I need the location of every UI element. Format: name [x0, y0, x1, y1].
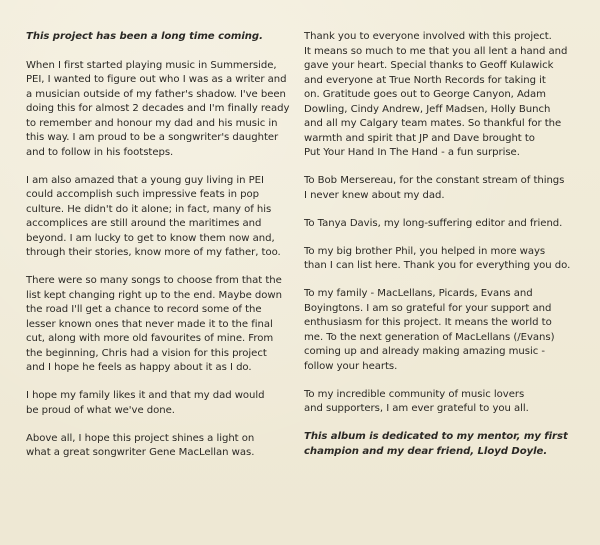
text-line: could accomplish such impressive feats in pop	[26, 189, 259, 200]
text-line: warmth and spirit that JP and Dave brought to	[304, 132, 535, 144]
text-line: coming up and already making amazing music -	[304, 346, 545, 357]
left-heading	[26, 30, 288, 45]
text-line: a musician outside of my father's shadow. I've been	[26, 88, 286, 100]
text-line: To my big brother Phil, you helped in more ways	[304, 245, 546, 257]
text-line: culture. He didn't do it alone; in fact, many of his	[26, 203, 272, 215]
text-line: and all my Calgary team mates. So thankful for the	[304, 118, 562, 129]
text-line: I hope my family likes it and that my dad would	[26, 390, 265, 401]
text-line: follow your hearts.	[304, 360, 398, 372]
text-line: To Tanya Davis, my long-suffering editor and friend.	[304, 217, 563, 229]
left-column	[26, 30, 288, 474]
text-line: through their stories, know more of my father, too.	[26, 247, 281, 258]
text-line: and everyone at True North Records for taking it	[304, 74, 546, 86]
right-paragraph-4	[304, 245, 576, 274]
text-line: doing this for almost 2 decades and I'm finally ready	[26, 103, 290, 114]
text-line: gave your heart. Special thanks to Geoff Kulawick	[304, 60, 554, 71]
left-paragraph-1	[26, 59, 288, 161]
text-line: To Bob Mersereau, for the constant stream of things	[304, 175, 565, 186]
right-column	[304, 30, 576, 473]
text-line: be proud of what we've done.	[26, 404, 175, 416]
text-line: It means so much to me that you all lent a hand and	[304, 45, 568, 57]
text-line: beyond. I am lucky to get to know them now and,	[26, 232, 275, 244]
text-line: list kept changing right up to the end. Maybe down	[26, 289, 282, 301]
heading-line: This project has been a long time coming.	[26, 31, 263, 42]
right-paragraph-2	[304, 174, 576, 203]
right-paragraph-6	[304, 388, 576, 417]
text-line: the beginning, Chris had a vision for this project	[26, 347, 267, 359]
left-paragraph-5	[26, 432, 288, 461]
text-line: lesser known ones that never made it to the final	[26, 318, 273, 330]
text-line: enthusiasm for this project. It means the world to	[304, 317, 552, 328]
text-line: on. Gratitude goes out to George Canyon, Adam	[304, 89, 546, 100]
text-line: To my incredible community of music lovers	[304, 388, 525, 400]
dedication-line: champion and my dear friend, Lloyd Doyle.	[304, 445, 548, 457]
text-line: I am also amazed that a young guy living in PEI	[26, 174, 264, 186]
right-paragraph-5	[304, 287, 576, 374]
text-line: I never knew about my dad.	[304, 189, 445, 201]
right-paragraph-3	[304, 217, 576, 232]
text-line: and supporters, I am ever grateful to you all.	[304, 403, 529, 414]
left-paragraph-3	[26, 274, 288, 376]
text-line: To my family - MacLellans, Picards, Evans and	[304, 288, 533, 299]
text-line: me. To the next generation of MacLellans (/Evans)	[304, 331, 555, 343]
text-line: accomplices are still around the maritimes and	[26, 218, 262, 229]
text-line: and I hope he feels as happy about it as I do.	[26, 362, 252, 373]
text-line: PEI, I wanted to figure out who I was as a writer and	[26, 74, 287, 85]
text-line: When I first started playing music in Summerside,	[26, 59, 277, 71]
text-line: the road I'll get a chance to record some of the	[26, 304, 262, 315]
text-line: Dowling, Cindy Andrew, Jeff Madsen, Holly Bunch	[304, 103, 551, 115]
text-line: Above all, I hope this project shines a light on	[26, 432, 255, 444]
text-line: to remember and honour my dad and his music in	[26, 117, 278, 129]
text-line: cut, along with more old favourites of mine. From	[26, 333, 274, 344]
text-line: than I can list here. Thank you for everything you do.	[304, 260, 571, 271]
text-line: what a great songwriter Gene MacLellan was.	[26, 447, 255, 458]
text-line: Put Your Hand In The Hand - a fun surprise.	[304, 147, 520, 158]
dedication	[304, 430, 576, 459]
right-paragraph-1	[304, 30, 576, 161]
dedication-line: This album is dedicated to my mentor, my first	[304, 431, 568, 442]
left-paragraph-4	[26, 389, 288, 418]
left-paragraph-2	[26, 174, 288, 261]
text-line: Thank you to everyone involved with this project.	[304, 31, 552, 42]
text-line: Boyingtons. I am so grateful for your support and	[304, 302, 552, 314]
text-line: this way. I am proud to be a songwriter's daughter	[26, 132, 279, 143]
text-line: and to follow in his footsteps.	[26, 146, 174, 158]
text-line: There were so many songs to choose from that the	[26, 275, 282, 286]
